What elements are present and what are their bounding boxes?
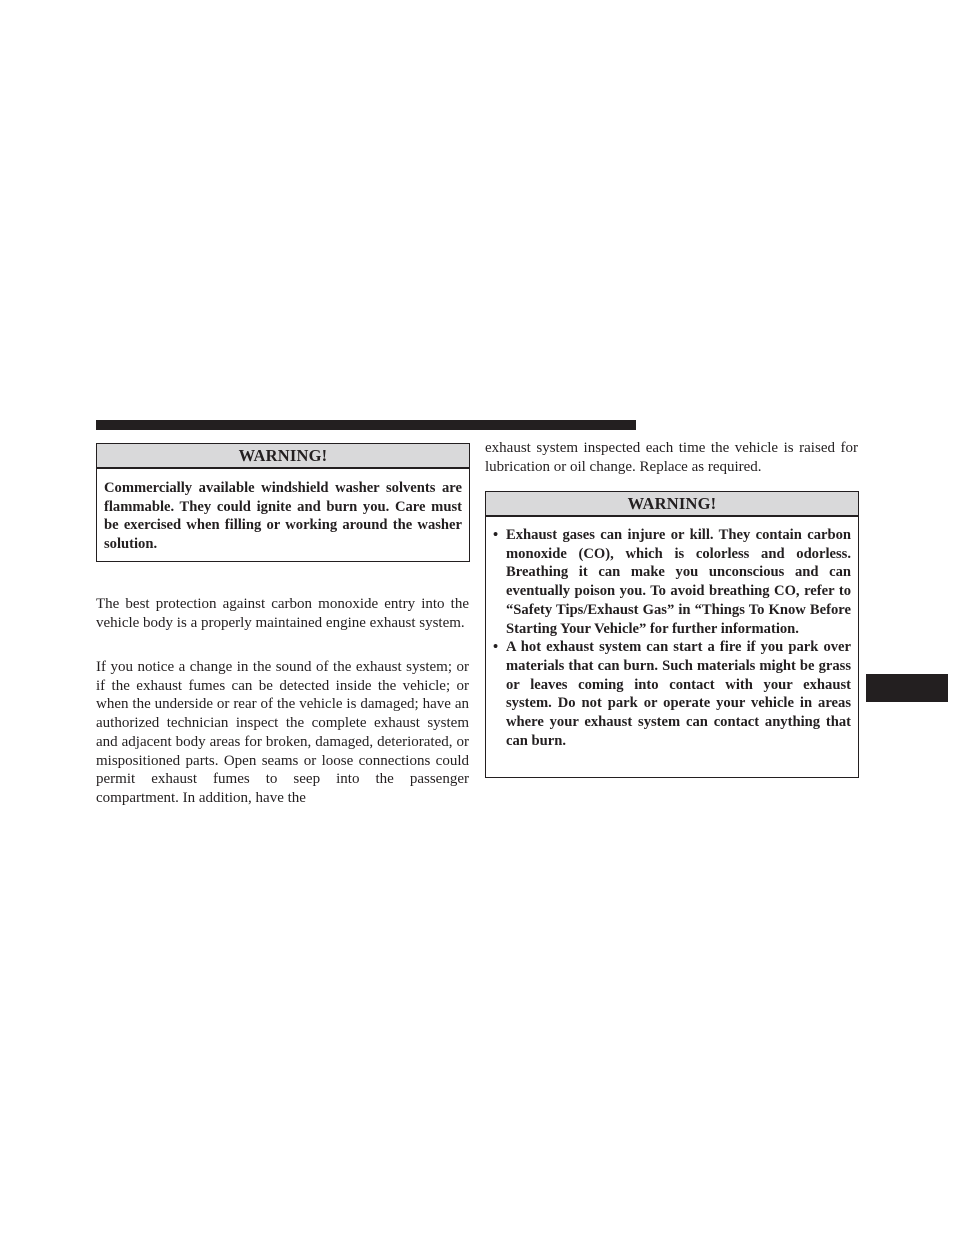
warning-title: WARNING!: [486, 492, 858, 517]
body-paragraph-protection: The best protection against carbon monoxide entry into the vehicle body is a properly maintained engine exhaust system.: [96, 596, 469, 631]
warning-list-item-text: A hot exhaust system can start a fire if you park over materials that can burn. Such materials might be grass or leaves coming into contact with your exhaust system. Do not park or operate your vehicle in areas where your exhaust system can contact anything that can burn.: [506, 639, 851, 749]
bullet-icon: •: [493, 527, 499, 543]
warning-list: [493, 526, 851, 750]
warning-list-item: [493, 526, 851, 638]
warning-list-item-text: Exhaust gases can injure or kill. They contain carbon monoxide (CO), which is colorless and odorless. Breathing it can make you unconscious and can eventually poison you. To avoid breathing CO, refer to “Safety Tips/Exhaust Gas” in “Things To Know Before Starting Your Vehicle” for further information.: [506, 527, 851, 637]
section-top-rule: [96, 420, 636, 430]
bullet-icon: •: [493, 639, 499, 656]
washer-solvent-warning-box: [96, 443, 470, 562]
warning-title: WARNING!: [97, 444, 469, 469]
warning-text: Commercially available windshield washer solvents are flammable. They could ignite and burn you. Care must be exercised when filling or working around the washer solution.: [104, 480, 462, 553]
chapter-tab-marker: [866, 674, 948, 702]
body-paragraph-continued: exhaust system inspected each time the vehicle is raised for lubrication or oil change. Replace as required.: [485, 440, 858, 475]
body-paragraph-inspection: If you notice a change in the sound of the exhaust system; or if the exhaust fumes can be detected inside the vehicle; or when the underside or rear of the vehicle is damaged; have an authorized technician inspect the complete exhaust system and adjacent body areas for broken, damaged, deteriorated, or mispositioned parts. Open seams or loose connections could permit exhaust fumes to seep into the passenger compartment. In addition, have the: [96, 659, 469, 806]
warning-list-item: [493, 638, 851, 750]
exhaust-warning-box: [485, 491, 859, 778]
